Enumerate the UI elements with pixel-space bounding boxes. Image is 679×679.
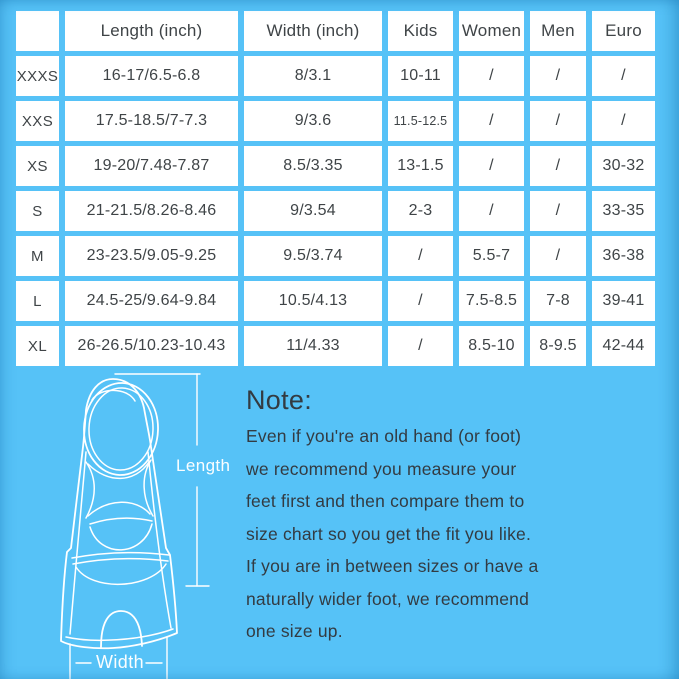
table-cell-l-width: 10.5/4.13: [244, 281, 382, 321]
fin-outline: [61, 379, 177, 648]
table-cell-xxs-euro: /: [592, 101, 655, 141]
header-cell-width: Width (inch): [244, 11, 382, 51]
size-label-l: L: [16, 281, 59, 321]
note-line: we recommend you measure your: [246, 458, 517, 479]
table-cell-xxxs-women: /: [459, 56, 524, 96]
table-cell-xxxs-men: /: [530, 56, 586, 96]
size-label-m: M: [16, 236, 59, 276]
header-cell-length: Length (inch): [65, 11, 238, 51]
table-cell-xs-women: /: [459, 146, 524, 186]
table-cell-l-women: 7.5-8.5: [459, 281, 524, 321]
table-cell-s-men: /: [530, 191, 586, 231]
table-cell-xxs-men: /: [530, 101, 586, 141]
note-line: Even if you're an old hand (or foot): [246, 426, 522, 446]
table-cell-xs-kids: 13-1.5: [388, 146, 453, 186]
size-label-xxxs: XXXS: [16, 56, 59, 96]
table-cell-xl-width: 11/4.33: [244, 326, 382, 366]
table-cell-xl-women: 8.5-10: [459, 326, 524, 366]
table-cell-s-women: /: [459, 191, 524, 231]
table-cell-xxxs-kids: 10-11: [388, 56, 453, 96]
table-cell-xxs-kids: 11.5-12.5: [388, 101, 453, 141]
table-cell-m-men: /: [530, 236, 586, 276]
table-cell-xl-men: 8-9.5: [530, 326, 586, 366]
table-cell-xxxs-length: 16-17/6.5-6.8: [65, 56, 238, 96]
table-cell-xxxs-width: 8/3.1: [244, 56, 382, 96]
width-dimension-label: Width: [96, 652, 145, 672]
table-cell-m-euro: 36-38: [592, 236, 655, 276]
table-cell-l-length: 24.5-25/9.64-9.84: [65, 281, 238, 321]
header-cell-corner: [16, 11, 59, 51]
table-cell-s-euro: 33-35: [592, 191, 655, 231]
table-cell-xl-kids: /: [388, 326, 453, 366]
table-cell-xs-length: 19-20/7.48-7.87: [65, 146, 238, 186]
table-cell-l-men: 7-8: [530, 281, 586, 321]
fin-diagram: [0, 370, 240, 679]
table-cell-m-kids: /: [388, 236, 453, 276]
table-cell-xs-euro: 30-32: [592, 146, 655, 186]
table-cell-xxs-women: /: [459, 101, 524, 141]
note-line: If you are in between sizes or have a: [246, 556, 539, 576]
size-label-xs: XS: [16, 146, 59, 186]
table-cell-xs-width: 8.5/3.35: [244, 146, 382, 186]
header-cell-kids: Kids: [388, 11, 453, 51]
note-title: Note:: [246, 385, 313, 415]
table-cell-xxs-length: 17.5-18.5/7-7.3: [65, 101, 238, 141]
header-cell-men: Men: [530, 11, 586, 51]
size-table: [16, 11, 655, 366]
table-cell-xxxs-euro: /: [592, 56, 655, 96]
table-cell-l-kids: /: [388, 281, 453, 321]
note-line: feet first and then compare them to: [246, 491, 525, 511]
size-label-s: S: [16, 191, 59, 231]
header-cell-euro: Euro: [592, 11, 655, 51]
header-cell-women: Women: [459, 11, 524, 51]
size-label-xxs: XXS: [16, 101, 59, 141]
table-cell-m-width: 9.5/3.74: [244, 236, 382, 276]
table-cell-s-width: 9/3.54: [244, 191, 382, 231]
table-cell-m-women: 5.5-7: [459, 236, 524, 276]
table-cell-xs-men: /: [530, 146, 586, 186]
table-cell-xl-length: 26-26.5/10.23-10.43: [65, 326, 238, 366]
table-cell-xxs-width: 9/3.6: [244, 101, 382, 141]
note-section: [246, 385, 666, 648]
length-dimension-label: Length: [176, 456, 231, 475]
table-cell-xl-euro: 42-44: [592, 326, 655, 366]
table-cell-s-kids: 2-3: [388, 191, 453, 231]
note-line: naturally wider foot, we recommend: [246, 588, 530, 609]
note-line: one size up.: [246, 621, 343, 641]
size-label-xl: XL: [16, 326, 59, 366]
table-cell-s-length: 21-21.5/8.26-8.46: [65, 191, 238, 231]
note-line: size chart so you get the fit you like.: [246, 523, 532, 544]
table-cell-l-euro: 39-41: [592, 281, 655, 321]
table-cell-m-length: 23-23.5/9.05-9.25: [65, 236, 238, 276]
